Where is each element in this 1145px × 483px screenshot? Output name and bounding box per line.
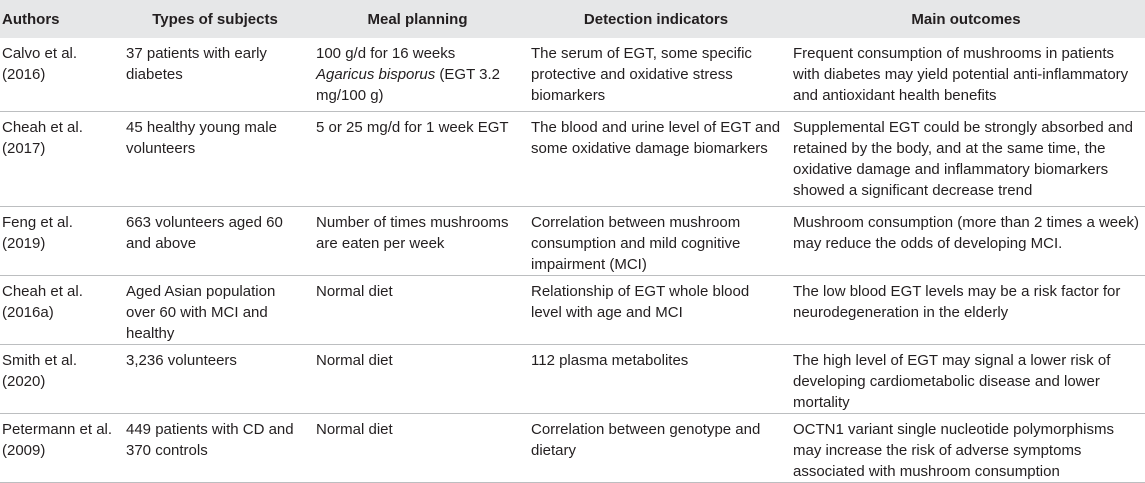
- cell-meal-planning: Normal diet: [316, 282, 393, 300]
- cell-indicators: 112 plasma metabolites: [531, 351, 689, 369]
- meal-text-cont: (EGT 3.2 mg/100 g): [316, 66, 500, 104]
- header-subjects: Types of subjects: [152, 10, 278, 28]
- cell-outcomes: The high level of EGT may signal a lower risk of developing cardiometabolic disease and lower mortality: [793, 351, 1111, 411]
- cell-meal-planning: Normal diet: [316, 351, 393, 369]
- meal-text: 100 g/d for 16 weeks: [316, 45, 456, 62]
- cell-meal-planning: 5 or 25 mg/d for 1 week EGT: [316, 118, 509, 136]
- header-authors: Authors: [2, 10, 60, 28]
- header-main-outcomes: Main outcomes: [911, 10, 1021, 28]
- header-meal-planning: Meal planning: [367, 10, 468, 28]
- cell-authors: Petermann et al. (2009): [2, 420, 113, 459]
- cell-outcomes: Mushroom consumption (more than 2 times a week) may reduce the odds of developing MCI.: [793, 213, 1139, 252]
- cell-indicators: Relationship of EGT whole blood level with age and MCI: [531, 282, 750, 321]
- species-name: Agaricus bisporus: [316, 66, 436, 83]
- header-detection-indicators: Detection indicators: [583, 10, 729, 28]
- cell-authors: Calvo et al. (2016): [2, 45, 78, 83]
- cell-authors: Smith et al. (2020): [2, 351, 78, 390]
- cell-subjects: Aged Asian population over 60 with MCI and healthy: [126, 282, 276, 342]
- table-row: [0, 111, 1145, 206]
- cell-meal-planning: Normal diet: [316, 420, 393, 438]
- table-row: [0, 38, 1145, 111]
- table-body: [0, 38, 1145, 482]
- table-header: [0, 0, 1145, 38]
- cell-authors: Feng et al. (2019): [2, 213, 73, 252]
- cell-meal-planning: Number of times mushrooms are eaten per week: [316, 213, 509, 252]
- table-row: [0, 275, 1145, 344]
- cell-subjects: 449 patients with CD and 370 controls: [126, 420, 294, 459]
- cell-indicators: The serum of EGT, some specific protective and oxidative stress biomarkers: [531, 45, 752, 104]
- cell-indicators: Correlation between genotype and dietary: [531, 420, 761, 459]
- cell-indicators: Correlation between mushroom consumption and mild cognitive impairment (MCI): [531, 213, 741, 273]
- cell-meal-planning: [310, 38, 525, 111]
- table-row: [0, 206, 1145, 275]
- cell-outcomes: Frequent consumption of mushrooms in patients with diabetes may yield potential anti-inflammatory and antioxidant health benefits: [793, 45, 1129, 104]
- cell-subjects: 45 healthy young male volunteers: [126, 118, 277, 157]
- cell-subjects: 37 patients with early diabetes: [126, 45, 267, 83]
- header-row: [0, 0, 1145, 38]
- cell-authors: Cheah et al. (2017): [2, 118, 83, 157]
- cell-outcomes: Supplemental EGT could be strongly absorbed and retained by the body, and at the same time, the oxidative damage and inflammatory biomarkers showed a significant decrease trend: [793, 118, 1133, 199]
- table-row: [0, 413, 1145, 482]
- cell-outcomes: The low blood EGT levels may be a risk factor for neurodegeneration in the elderly: [793, 282, 1121, 321]
- cell-subjects: 663 volunteers aged 60 and above: [126, 213, 283, 252]
- table-row: [0, 344, 1145, 413]
- cell-authors: Cheah et al. (2016a): [2, 282, 83, 321]
- cell-subjects: 3,236 volunteers: [126, 351, 237, 369]
- cell-indicators: The blood and urine level of EGT and some oxidative damage biomarkers: [531, 118, 781, 157]
- cell-outcomes: OCTN1 variant single nucleotide polymorphisms may increase the risk of adverse symptoms associated with mushroom consumption: [793, 420, 1114, 480]
